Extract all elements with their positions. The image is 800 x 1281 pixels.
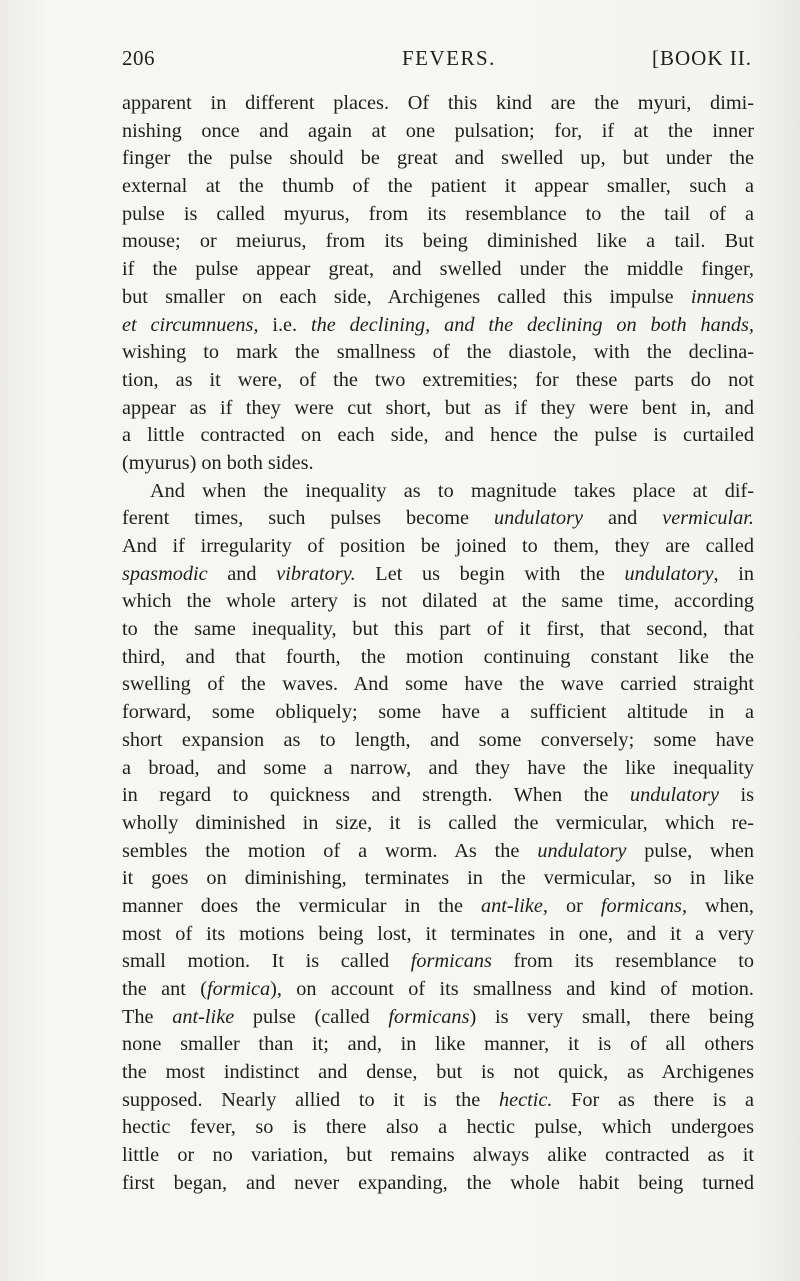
text-line: wishing to mark the smallness of the diastole, with the declina- (122, 341, 754, 364)
text-line: most of its motions being lost, it terminates in one, and it a very (122, 922, 754, 945)
italic-term: undulatory (537, 839, 627, 862)
running-head (122, 46, 752, 76)
text-line: to the same inequality, but this part of it first, that second, that (122, 618, 754, 641)
text-line: third, and that fourth, the motion continuing constant like the (122, 645, 754, 668)
italic-term: undulatory (629, 784, 719, 807)
italic-term: ant-like, (480, 894, 548, 917)
text-line: nishing once and again at one pulsation; for, if at the inner (122, 119, 754, 142)
italic-term: formicans (388, 1005, 470, 1028)
text-line: first began, and never expanding, the whole habit being turned (122, 1171, 754, 1194)
text-line: ferent times, such pulses become undulatory and vermicular. (122, 507, 754, 530)
running-title: FEVERS. (402, 46, 496, 70)
text-line: swelling of the waves. And some have the wave carried straight (122, 673, 754, 696)
text-line: small motion. It is called formicans from its resemblance to (122, 950, 754, 973)
text-line: but smaller on each side, Archigenes called this impulse innuens (122, 285, 754, 308)
text-line: the ant (formica), on account of its smallness and kind of motion. (122, 978, 754, 1000)
text-line: the most indistinct and dense, but is not quick, as Archigenes (122, 1061, 754, 1084)
italic-term: vermicular. (662, 507, 754, 530)
text-line: (myurus) on both sides. (122, 451, 314, 474)
italic-term: innuens (690, 285, 754, 308)
text-line: little or no variation, but remains always alike contracted as it (122, 1144, 754, 1167)
text-line: And if irregularity of position be joined to them, they are called (122, 535, 754, 557)
italic-term: et circumnuens, (122, 313, 259, 336)
italic-term: the declining, and the declining on both hands, (311, 313, 754, 336)
book-label: [BOOK II. (652, 46, 752, 70)
page-number: 206 (122, 46, 155, 70)
italic-term: formicans, (600, 894, 688, 917)
text-line: which the whole artery is not dilated at the same time, according (122, 590, 754, 613)
italic-term: spasmodic (122, 562, 208, 585)
text-line: pulse is called myurus, from its resemblance to the tail of a (122, 202, 754, 225)
text-line: apparent in different places. Of this kind are the myuri, dimi- (122, 92, 754, 114)
text-line: it goes on diminishing, terminates in the vermicular, so in like (122, 867, 754, 890)
text-line: forward, some obliquely; some have a sufficient altitude in a (122, 701, 754, 724)
text-line: none smaller than it; and, in like manner, it is of all others (122, 1033, 754, 1056)
italic-term: formicans (410, 950, 492, 973)
body-text (122, 90, 754, 1198)
italic-term: undulatory (493, 507, 583, 530)
text-line: a broad, and some a narrow, and they have the like inequality (122, 756, 754, 779)
text-line: The ant-like pulse (called formicans) is very small, there being (122, 1005, 754, 1028)
text-line: short expansion as to length, and some conversely; some have (122, 728, 754, 751)
text-line: wholly diminished in size, it is called the vermicular, which re- (122, 811, 754, 834)
text-line: sembles the motion of a worm. As the undulatory pulse, when (122, 839, 754, 862)
text-line: if the pulse appear great, and swelled under the middle finger, (122, 258, 754, 281)
text-line: mouse; or meiurus, from its being diminished like a tail. But (122, 230, 754, 253)
italic-term: undulatory (624, 562, 714, 585)
text-line: external at the thumb of the patient it appear smaller, such a (122, 175, 754, 198)
text-line: appear as if they were cut short, but as if they were bent in, and (122, 396, 754, 419)
text-line: supposed. Nearly allied to it is the hectic. For as there is a (122, 1088, 754, 1111)
text-line: manner does the vermicular in the ant-like, or formicans, when, (122, 894, 754, 917)
text-line: tion, as it were, of the two extremities; for these parts do not (122, 368, 754, 391)
text-line: in regard to quickness and strength. When the undulatory is (122, 784, 754, 807)
italic-term: ant-like (172, 1005, 235, 1028)
text-line: spasmodic and vibratory. Let us begin with the undulatory, in (122, 562, 754, 585)
text-line: finger the pulse should be great and swelled up, but under the (122, 147, 754, 170)
text-line: hectic fever, so is there also a hectic pulse, which undergoes (122, 1116, 754, 1139)
italic-term: formica (207, 978, 271, 1000)
italic-term: vibratory. (276, 562, 356, 585)
text-line: a little contracted on each side, and hence the pulse is curtailed (122, 424, 754, 447)
text-line: And when the inequality as to magnitude takes place at dif- (150, 479, 754, 502)
text-line: et circumnuens, i.e. the declining, and the declining on both hands, (122, 313, 754, 336)
italic-term: hectic. (498, 1088, 553, 1111)
